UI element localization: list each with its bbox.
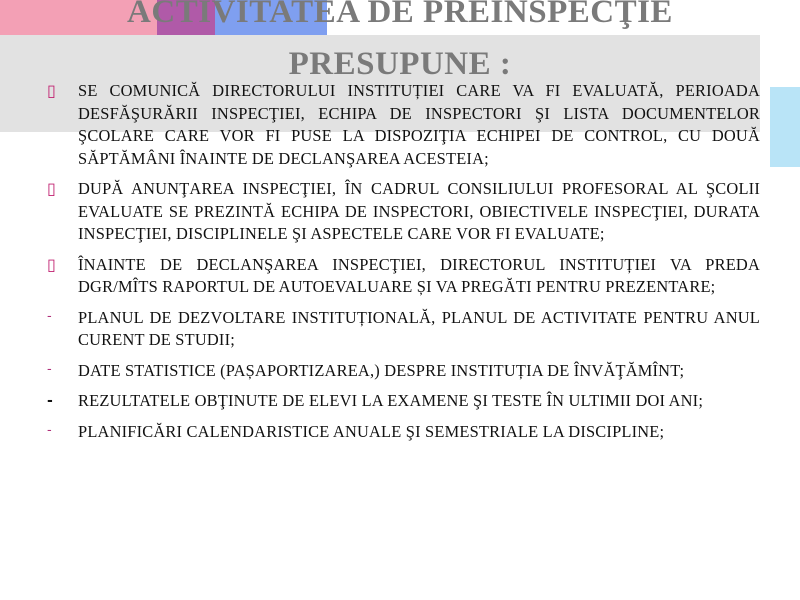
dash-bullet-icon: -: [47, 393, 54, 409]
slide-title-line1: ACTIVITATEA DE PREINSPECŢIE: [127, 0, 673, 30]
bullet-icon: ▯: [47, 254, 57, 274]
list-item-text: SE COMUNICĂ DIRECTORULUI INSTITUȚIEI CARE VA FI EVALUATĂ, PERIOADA DESFĂŞURĂRII INSPECŢIEI, ECHIPA DE INSPECTORI ŞI LISTA DOCUMENTELOR ŞCOLARE CARE VOR FI PUSE LA DISPOZIŢIA ECHIPEI DE CONTROL, CU DOUĂ SĂPTĂMÂNI ÎNAINTE DE DECLANŞAREA ACESTEIA;: [78, 81, 760, 168]
slide-body: [0, 80, 800, 451]
list-item-text: REZULTATELE OBŢINUTE DE ELEVI LA EXAMENE ŞI TESTE ÎN ULTIMII DOI ANI;: [78, 391, 704, 410]
list-item: [0, 360, 800, 383]
list-item-text: ÎNAINTE DE DECLANŞAREA INSPECŢIEI, DIRECTORUL INSTITUȚIEI VA PREDA DGR/MÎTS RAPORTUL DE AUTOEVALUARE ȘI VA PREGĂTI PENTRU PREZENTARE;: [78, 254, 760, 296]
list-item: [0, 178, 800, 246]
bullet-icon: ▯: [47, 81, 57, 100]
list-item-text: DUPĂ ANUNŢAREA INSPECŢIEI, ÎN CADRUL CONSILIULUI PROFESORAL AL ŞCOLII EVALUATE SE PREZINTĂ ECHIPA DE INSPECTORI, OBIECTIVELE INSPECŢIEI, DURATA INSPECŢIEI, DISCIPLINELE ŞI ASPECTELE CARE VOR FI EVALUATE;: [78, 179, 760, 243]
list-item-text: PLANIFICĂRI CALENDARISTICE ANUALE ŞI SEMESTRIALE LA DISCIPLINE;: [78, 421, 665, 441]
dash-bullet-icon: -: [47, 422, 52, 438]
slide-title-line2: PRESUPUNE :: [288, 46, 512, 82]
list-item-text: PLANUL DE DEZVOLTARE INSTITUȚIONALĂ, PLANUL DE ACTIVITATE PENTRU ANUL CURENT DE STUDII;: [78, 307, 760, 349]
dash-bullet-icon: -: [47, 361, 52, 377]
dash-bullet-icon: -: [47, 308, 52, 324]
list-item: [0, 421, 800, 444]
list-item-text: DATE STATISTICE (PAȘAPORTIZAREA,) DESPRE INSTITUȚIA DE ÎNVĂŢĂMÎNT;: [78, 360, 685, 380]
list-item: [0, 390, 800, 413]
list-item: [0, 80, 800, 170]
list-item: [0, 254, 800, 299]
list-item: [0, 307, 800, 352]
bullet-icon: ▯: [47, 179, 57, 198]
